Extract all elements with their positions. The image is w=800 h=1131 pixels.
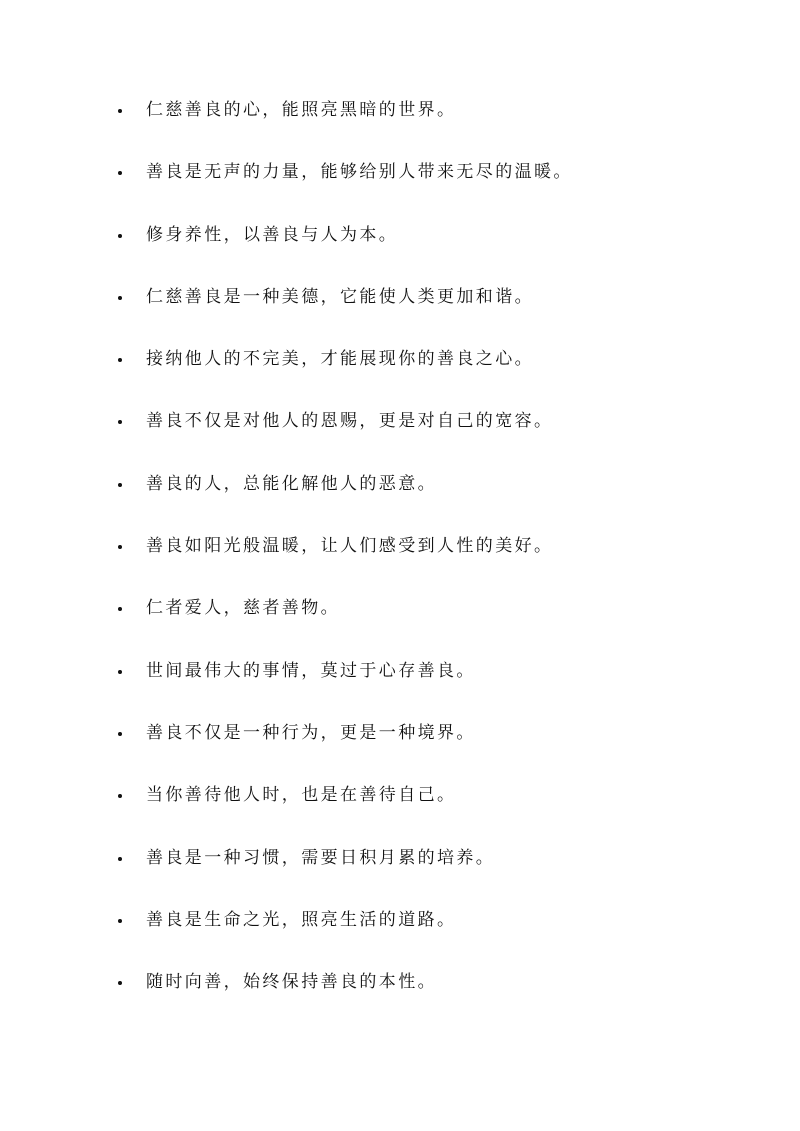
- list-item: [118, 466, 758, 502]
- bullet-icon: [118, 607, 122, 611]
- list-item: [118, 777, 758, 813]
- list-item: [118, 403, 758, 439]
- bullet-icon: [118, 234, 122, 238]
- bullet-icon: [118, 981, 122, 985]
- list-item: [118, 840, 758, 876]
- quote-text: 仁慈善良是一种美德，它能使人类更加和谐。: [146, 286, 534, 307]
- bullet-icon: [118, 296, 122, 300]
- bullet-icon: [118, 420, 122, 424]
- list-item: [118, 902, 758, 938]
- list-item: [118, 92, 758, 128]
- quote-text: 仁慈善良的心，能照亮黑暗的世界。: [146, 100, 457, 120]
- bullet-icon: [118, 483, 122, 487]
- quote-text: 善良的人，总能化解他人的恶意。: [146, 473, 437, 494]
- bullet-icon: [118, 794, 122, 798]
- quote-text: 修身养性，以善良与人为本。: [146, 224, 399, 245]
- list-item: [118, 154, 758, 190]
- list-item: [118, 217, 758, 253]
- list-item: [118, 590, 758, 626]
- quote-text: 当你善待他人时，也是在善待自己。: [146, 785, 457, 806]
- quote-text: 善良如阳光般温暖，让人们感受到人性的美好。: [146, 536, 554, 557]
- quote-text: 随时向善，始终保持善良的本性。: [146, 972, 437, 993]
- list-item: [118, 528, 758, 564]
- bullet-icon: [118, 919, 122, 923]
- list-item: [118, 341, 758, 377]
- bullet-icon: [118, 358, 122, 362]
- list-item: [118, 279, 758, 315]
- bullet-icon: [118, 857, 122, 861]
- bullet-icon: [118, 670, 122, 674]
- quote-text: 善良是一种习惯，需要日积月累的培养。: [146, 847, 496, 868]
- quote-text: 世间最伟大的事情，莫过于心存善良。: [146, 660, 476, 681]
- quote-text: 善良不仅是对他人的恩赐，更是对自己的宽容。: [146, 411, 554, 432]
- list-item: [118, 715, 758, 751]
- quote-list: [118, 92, 758, 1026]
- quote-text: 善良不仅是一种行为，更是一种境界。: [146, 722, 476, 743]
- bullet-icon: [118, 109, 122, 113]
- bullet-icon: [118, 545, 122, 549]
- quote-text: 善良是无声的力量，能够给别人带来无尽的温暖。: [146, 162, 573, 183]
- list-item: [118, 964, 758, 1000]
- quote-text: 接纳他人的不完美，才能展现你的善良之心。: [146, 349, 534, 370]
- bullet-icon: [118, 732, 122, 736]
- quote-text: 善良是生命之光，照亮生活的道路。: [146, 909, 457, 930]
- quote-text: 仁者爱人，慈者善物。: [146, 598, 340, 619]
- list-item: [118, 653, 758, 689]
- bullet-icon: [118, 171, 122, 175]
